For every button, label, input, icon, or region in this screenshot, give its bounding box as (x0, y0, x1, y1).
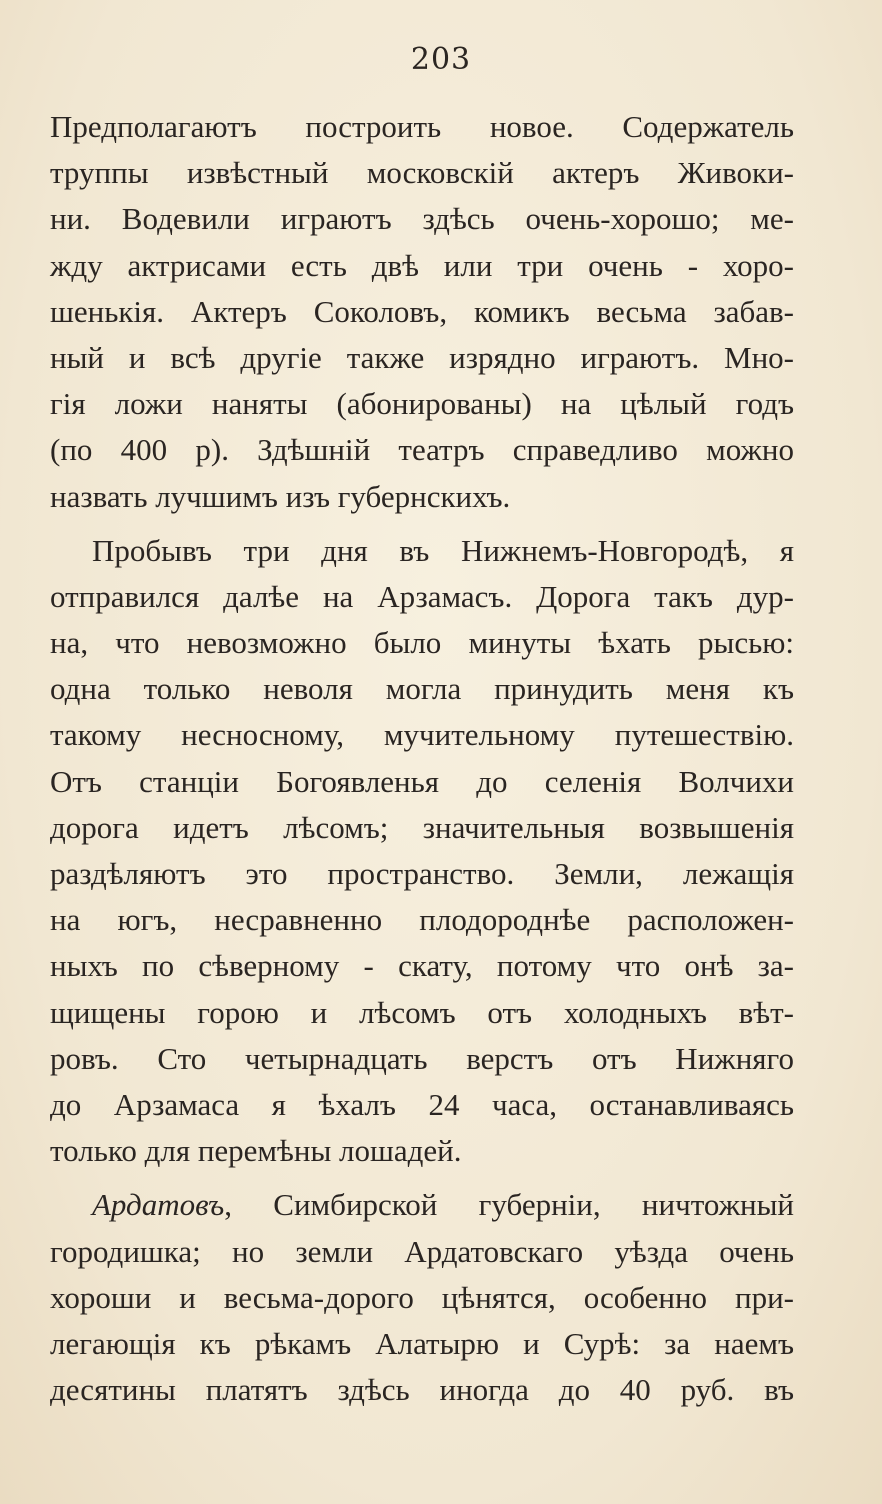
text-line: гія ложи наняты (абонированы) на цѣлый годъ (50, 386, 794, 422)
text-line: ни. Водевили играютъ здѣсь очень-хорошо; ме- (50, 201, 794, 237)
text-line (50, 1182, 794, 1228)
text-line: только для перемѣны лошадей. (50, 1133, 462, 1169)
body-text (50, 104, 794, 1413)
text-line: жду актрисами есть двѣ или три очень - хоро- (50, 247, 794, 283)
text-line: такому несносному, мучительному путешествію. (50, 717, 794, 753)
paragraph-journey (50, 528, 794, 1175)
text-line: щищены горою и лѣсомъ отъ холодныхъ вѣт- (50, 994, 794, 1030)
text-line: ный и всѣ другіе также изрядно играютъ. Мно- (50, 339, 794, 375)
text-line: хороши и весьма-дорого цѣнятся, особенно при- (50, 1279, 794, 1315)
text-line: до Арзамаса я ѣхалъ 24 часа, останавливаясь (50, 1086, 794, 1122)
text-line: десятины платятъ здѣсь иногда до 40 руб. въ (50, 1372, 794, 1408)
paragraph-ardatov (50, 1182, 794, 1413)
paragraph-theatre (50, 104, 794, 520)
text-line: ныхъ по сѣверному - скату, потому что онѣ за- (50, 948, 794, 984)
place-name-italic: Ардатовъ (92, 1187, 225, 1223)
text-line: дорога идетъ лѣсомъ; значительныя возвышенія (50, 809, 794, 845)
text-line: назвать лучшимъ изъ губернскихъ. (50, 478, 511, 514)
text-line: раздѣляютъ это пространство. Земли, лежащія (50, 856, 794, 891)
text-line: отправился далѣе на Арзамасъ. Дорога такъ дур- (50, 578, 794, 614)
paragraph-gap (50, 1174, 794, 1182)
text-line: труппы извѣстный московскій актеръ Живоки- (50, 155, 794, 191)
text-line: ровъ. Сто четырнадцать верстъ отъ Нижняго (50, 1040, 794, 1076)
text-line: на югъ, несравненно плодороднѣе расположен- (50, 902, 794, 938)
text-line: (по 400 р). Здѣшній театръ справедливо можно (50, 432, 794, 468)
text-line: одна только неволя могла принудить меня къ (50, 671, 794, 707)
text-fragment: , Симбирской губерніи, ничтожный (224, 1187, 794, 1223)
text-line: на, что невозможно было минуты ѣхать рысью: (50, 625, 794, 661)
text-line: Предполагаютъ построить новое. Содержатель (50, 109, 794, 144)
text-line: шенькія. Актеръ Соколовъ, комикъ весьма забав- (50, 293, 794, 329)
page-number: 203 (410, 42, 472, 77)
text-line: городишка; но земли Ардатовскаго уѣзда очень (50, 1233, 794, 1269)
paragraph-gap (50, 520, 794, 528)
text-line: Отъ станціи Богоявленья до селенія Волчихи (50, 763, 794, 799)
text-line: легающія къ рѣкамъ Алатырю и Сурѣ: за наемъ (50, 1325, 794, 1361)
text-line: Пробывъ три дня въ Нижнемъ-Новгородѣ, я (92, 532, 794, 568)
